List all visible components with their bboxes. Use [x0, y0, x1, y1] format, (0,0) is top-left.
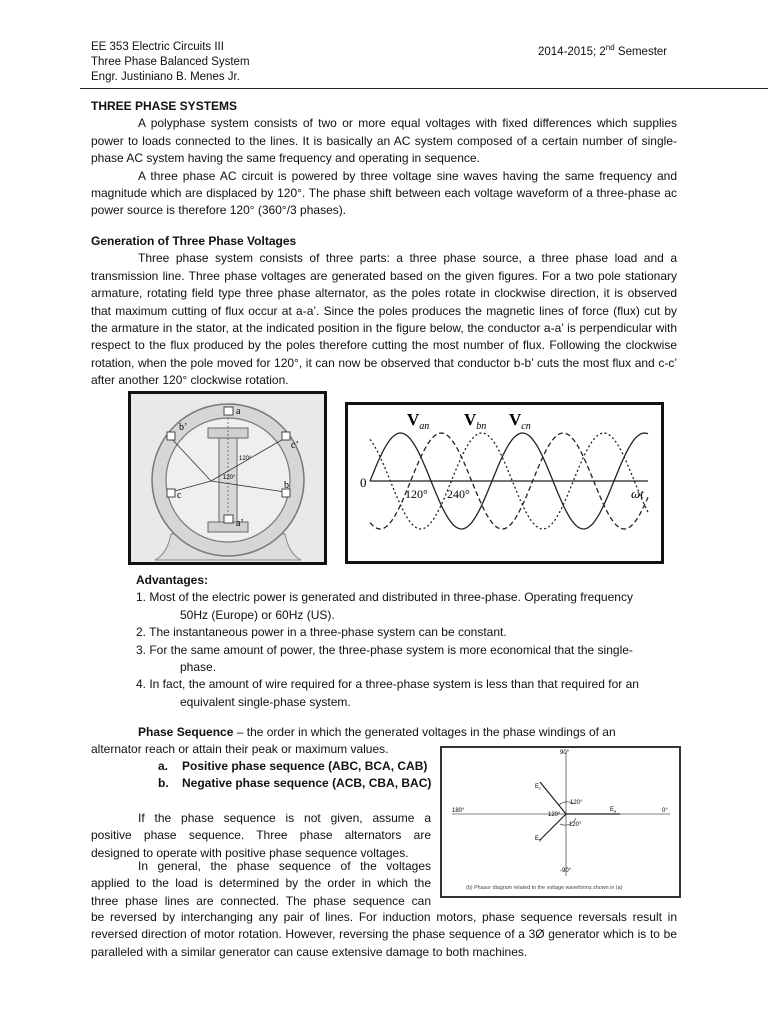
wave-axis-label: ωt [631, 486, 644, 501]
course-title: EE 353 Electric Circuits III [91, 41, 224, 53]
instructor-name: Engr. Justiniano B. Menes Jr. [91, 71, 240, 83]
label-b-prime: b’ [179, 422, 188, 433]
waveform-figure [345, 402, 664, 564]
section2-title: Generation of Three Phase Voltages [91, 234, 297, 248]
header-left [91, 40, 250, 85]
phasor-ec-label: $E_c$ [535, 784, 542, 791]
term-prefix: 2014-2015; 2 [538, 45, 606, 58]
phasor-right-label: 0° [662, 808, 668, 814]
advantages-section [136, 572, 677, 711]
section1-paragraph1: A polyphase system consists of two or more equal voltages with fixed differences which supplies power to loads connected to the lines. It is basically an AC system composed of a certain number of single-phase AC system having the same frequency and operating in sequence. [91, 116, 677, 166]
angle-bottom-label: 120° [223, 475, 236, 481]
phase-sequence-def-line2: alternator reach or attain their peak or maximum values. [91, 742, 389, 757]
phasor-angle-3: 120° [569, 822, 582, 828]
phase-sequence-paragraph1: If the phase sequence is not given, assume a positive phase sequence. Three phase alternators are designed to operate with positive phase sequence voltages. [91, 811, 431, 860]
phasor-eb-label: $E_b$ [535, 836, 542, 843]
topic-title: Three Phase Balanced System [91, 56, 250, 68]
section2-paragraph1: Three phase system consists of three parts: a three phase source, a three phase load and a transmission line. Three phase voltages are generated based on the given figures. For a two pole stationary armature, rotating field type three phase alternator, as the poles rotate in clockwise direction, it is observed that maximum cutting of flux occur at a-a’. Since the poles produces the magnetic lines of force (flux) cut by the armature in the stator, at the indicated position in the figure below, the conductor a-a’ is perpendicular with respect to the flux produced by the poles therefore cutting the most number of flux. Following the clockwise rotation, when the pole moved for 120°, it can now be observed that conductor b-b’ cuts the most flux and c-c’ after another 120° clockwise rotation. [91, 251, 677, 388]
advantage-item: 2. The instantaneous power in a three-phase system can be constant. [136, 625, 507, 640]
section1-title: THREE PHASE SYSTEMS [91, 99, 238, 113]
sequence-positive: a. Positive phase sequence (ABC, BCA, CAB) [158, 759, 428, 773]
term-suffix: Semester [614, 45, 668, 58]
phasor-left-label: 180° [452, 808, 465, 814]
label-v-bn: $V_{bn}$ [464, 410, 487, 432]
term-label [538, 40, 667, 60]
label-b: b [284, 480, 289, 491]
advantages-list [136, 589, 677, 711]
alternator-drawing [131, 394, 324, 562]
phasor-angle-1: 120° [570, 800, 583, 806]
label-v-an: $V_{an}$ [407, 410, 430, 432]
wave-origin-label: 0 [360, 475, 367, 490]
term-sup: nd [605, 43, 615, 52]
phasor-top-label: 90° [560, 750, 570, 756]
phasor-diagram [442, 748, 679, 896]
label-c: c [177, 490, 182, 501]
phase-sequence-term: Phase Sequence [138, 725, 234, 739]
phase-sequence-def-line1: – the order in which the generated voltages in the phase windings of an [233, 725, 616, 739]
advantage-item: 1. Most of the electric power is generated and distributed in three-phase. Operating frequency 50Hz (Europe) or 60Hz (US). [136, 590, 633, 622]
section-three-phase-systems [91, 98, 677, 220]
phasor-ea-label: $E_a$ [610, 807, 617, 814]
phase-sequence-paragraph2-start: In general, the phase sequence of the voltages applied to the load is determined by the order in which the three phase lines are connected. The phase sequence can [91, 859, 431, 908]
header-rule [80, 88, 768, 89]
label-a-prime: a’ [236, 518, 244, 529]
waveform-chart [348, 405, 661, 561]
angle-top-label: 120° [239, 456, 252, 462]
phasor-caption: (b) Phasor diagram related to the voltage waveforms shown in (a) [466, 885, 623, 891]
section1-paragraph2: A three phase AC circuit is powered by three voltage sine waves having the same frequency and magnitude which are displaced by 120°. The phase shift between each voltage waveform of a three-phase ac power source is therefore 120° (360°/3 phases). [91, 168, 677, 218]
alternator-figure [128, 391, 327, 565]
advantage-item: 4. In fact, the amount of wire required for a three-phase system is less than that required for an equivalent single-phase system. [136, 677, 639, 709]
phasor-angle-2: 120° [548, 812, 561, 818]
advantages-title: Advantages: [136, 573, 209, 587]
label-v-cn: $V_{cn}$ [509, 410, 531, 432]
wave-tick-120: 120° [405, 487, 428, 501]
label-c-prime: c’ [291, 440, 299, 451]
advantage-item: 3. For the same amount of power, the three-phase system is more economical that the single- phase. [136, 642, 633, 675]
phasor-figure [440, 746, 681, 898]
sequence-negative: b. Negative phase sequence (ACB, CBA, BAC) [158, 776, 432, 791]
wave-tick-240: 240° [447, 487, 470, 501]
sequence-types [158, 758, 458, 793]
phasor-bottom-label: -90° [560, 868, 572, 874]
phase-sequence-paragraph2-rest: be reversed by interchanging any pair of lines. For induction motors, phase sequence reversals result in reversed direction of motor rotation. However, reversing the phase sequence of a 3Ø generator which is to be paralleled with a similar generator can cause extensive damage to both machines. [91, 910, 677, 959]
section-generation [91, 233, 677, 390]
label-a: a [236, 406, 241, 417]
